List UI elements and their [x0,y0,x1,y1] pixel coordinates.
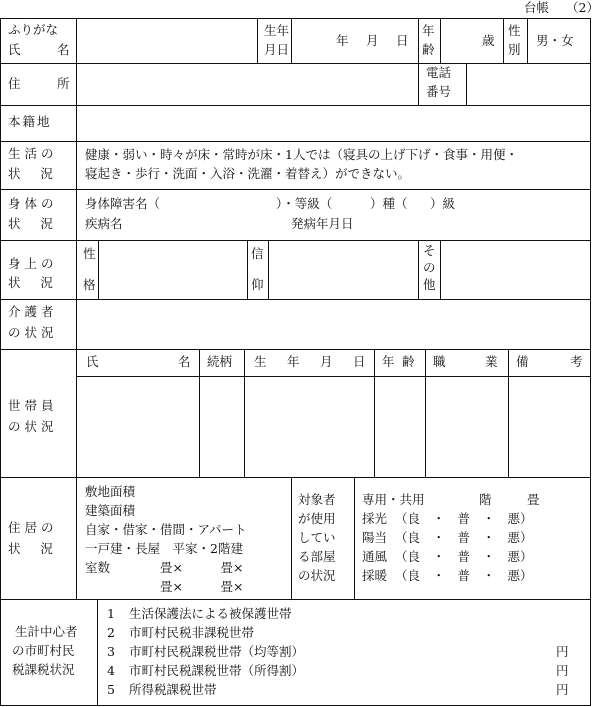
domicile-label: 本籍地 [8,114,52,129]
room-item-vent: 通風 [362,549,388,564]
room-label-4: る部屋 [298,549,336,564]
label-col [76,18,77,600]
age-unit: 歳 [482,33,495,48]
birth-month-unit: 月 [366,33,379,48]
rule-6 [0,299,591,300]
caregiver-label-1: 介 護 者 [8,304,54,319]
tax-item-4-num: 4 [107,663,115,678]
address-label-2: 所 [57,76,70,91]
age-label-1: 年 [422,23,435,38]
rule-3 [0,141,591,142]
sex-label-1: 性 [508,23,521,38]
hh-birth-field[interactable] [246,378,373,476]
phone-field[interactable] [468,65,588,104]
hh-note-field[interactable] [510,378,588,476]
hh-job-field[interactable] [427,378,507,476]
rule-9 [0,477,591,478]
room-item-light: 採光 [362,511,388,526]
room-label-2: が使用 [298,511,336,526]
domicile-field[interactable] [78,107,588,140]
body-label-2: 状 況 [8,216,53,231]
faith-label-1: 信 [251,246,264,261]
personality-label-1: 性 [83,246,96,261]
tax-item-5-unit: 円 [556,682,569,697]
disability-kind: ）種（ [370,196,408,211]
hh-header-birth-4: 日 [353,354,366,369]
hh-header-job-2: 業 [485,354,498,369]
faith-label-2: 仰 [251,277,264,292]
sex-options[interactable]: 男・女 [536,33,574,48]
rule-8-header [76,376,591,377]
personality-label-2: 格 [83,277,96,292]
rule-right [590,18,591,706]
name-label-2: 名 [57,42,70,57]
other-label-1: そ [423,243,436,258]
other-field[interactable] [442,242,588,298]
personal-label-2: 状 況 [8,275,53,290]
rule-bottom [0,705,591,706]
rule-5 [0,240,591,241]
tax-label-1: 生計中心者 [15,624,78,639]
personality-field[interactable] [100,242,245,298]
birth-label-2: 月日 [264,42,290,57]
tax-item-5-text[interactable]: 所得税課税世帯 [129,682,217,697]
housing-line-5: 室数 畳× 畳× [85,560,244,575]
housing-label-1: 住 居 の [8,520,54,535]
hh-header-relation: 続柄 [207,354,233,369]
hh-header-name-1: 氏 [86,354,99,369]
birth-day-unit: 日 [396,33,409,48]
hh-header-note-2: 考 [570,354,583,369]
hh-header-job-1: 職 [433,354,446,369]
room-label-3: してい [298,530,336,545]
hh-header-birth-2: 年 [287,354,300,369]
housing-line-3: 自家・借家・借間・アパート [85,522,247,537]
room-item-heat-scale[interactable]: （良 ・ 普 ・ 悪） [395,568,533,583]
rule-4 [0,189,591,190]
tax-item-2-num: 2 [107,625,115,640]
sex-label-2: 別 [508,42,521,57]
room-item-light-scale[interactable]: （良 ・ 普 ・ 悪） [395,511,533,526]
housing-line-2: 建築面積 [85,503,136,518]
household-label-1: 世 帯 員 [8,398,54,413]
room-floor-unit: 階 [479,492,492,507]
room-label-1: 対象者 [298,492,336,507]
other-label-3: 他 [423,277,436,292]
housing-line-4: 一戸建・長屋 平家・2階建 [85,541,243,556]
hh-header-birth-3: 月 [320,354,333,369]
rule-2 [0,105,591,106]
tax-item-3-num: 3 [107,644,115,659]
hh-header-name-2: 名 [178,354,191,369]
housing-label-2: 状 況 [8,541,53,556]
age-label-2: 齢 [422,42,435,57]
living-label-2: 状 況 [8,166,53,181]
disability-grade: ）・等級（ [276,196,333,211]
household-label-2: の 状 況 [8,419,54,434]
hh-header-birth-1: 生 [254,354,267,369]
caregiver-label-2: の 状 況 [8,325,54,340]
housing-line-1: 敷地面積 [85,484,136,499]
tax-item-4-text[interactable]: 市町村民税課税世帯（所得割） [129,663,305,678]
rule-7 [0,349,591,350]
tax-item-3-text[interactable]: 市町村民税課税世帯（均等割） [129,644,305,659]
room-item-vent-scale[interactable]: （良 ・ 普 ・ 悪） [395,549,533,564]
hh-header-age-1: 年 [382,354,395,369]
room-mat-unit: 畳 [527,492,540,507]
furigana-label: ふりがな [8,22,59,37]
tax-item-1-text[interactable]: 生活保護法による被保護世帯 [129,606,292,621]
hh-relation-field[interactable] [201,378,243,476]
room-item-heat: 採暖 [362,568,388,583]
name-label: 氏 [8,42,21,57]
address-field[interactable] [78,65,418,104]
name-field[interactable] [78,20,256,62]
living-text-1: 健康・弱い・時々が床・常時が床・1人では（寝具の上げ下げ・食事・用便・ [85,147,518,162]
tax-item-3-unit: 円 [556,644,569,659]
hh-header-note-1: 備 [516,354,529,369]
faith-field[interactable] [270,242,416,298]
rule-10 [0,599,591,600]
personal-label-1: 身 上 の [8,256,54,271]
living-label-1: 生 活 の [8,146,54,161]
housing-line-6: 畳× 畳× [85,579,244,594]
tax-item-4-unit: 円 [556,663,569,678]
birth-label-1: 生年 [264,23,290,38]
disease-name: 疾病名 [85,216,123,231]
rule-left [0,18,1,706]
room-usage: 専用・共用 [362,492,425,507]
room-label-5: の状況 [298,568,336,583]
hh-age-field[interactable] [376,378,424,476]
onset-date: 発病年月日 [291,216,354,231]
body-label-1: 身 体 の [8,196,54,211]
hh-header-age-2: 齢 [402,354,415,369]
hh-name-field[interactable] [78,378,198,476]
tax-label-2: の市町村民 [12,643,75,658]
birth-year-unit: 年 [336,33,349,48]
tax-label-3: 税課税状況 [12,662,75,677]
tax-item-5-num: 5 [107,682,115,697]
disability-name: 身体障害名（ [85,196,161,211]
address-label-1: 住 [8,76,21,91]
ledger-title: 台帳 [524,0,550,15]
room-item-sun-scale[interactable]: （良 ・ 普 ・ 悪） [395,530,533,545]
phone-label-2: 番号 [426,84,452,99]
room-item-sun: 陽当 [362,530,388,545]
living-text-2: 寝起き・歩行・洗面・入浴・洗濯・着替え）ができない。 [85,166,411,181]
label-col-tax [97,599,98,706]
caregiver-field[interactable] [78,301,588,347]
phone-label-1: 電話 [426,65,452,80]
tax-item-2-text[interactable]: 市町村民税非課税世帯 [129,625,255,640]
other-label-2: の [423,260,436,275]
tax-item-1-num: 1 [107,606,115,621]
page-number: （2） [566,0,599,15]
disability-level: ）級 [430,196,456,211]
